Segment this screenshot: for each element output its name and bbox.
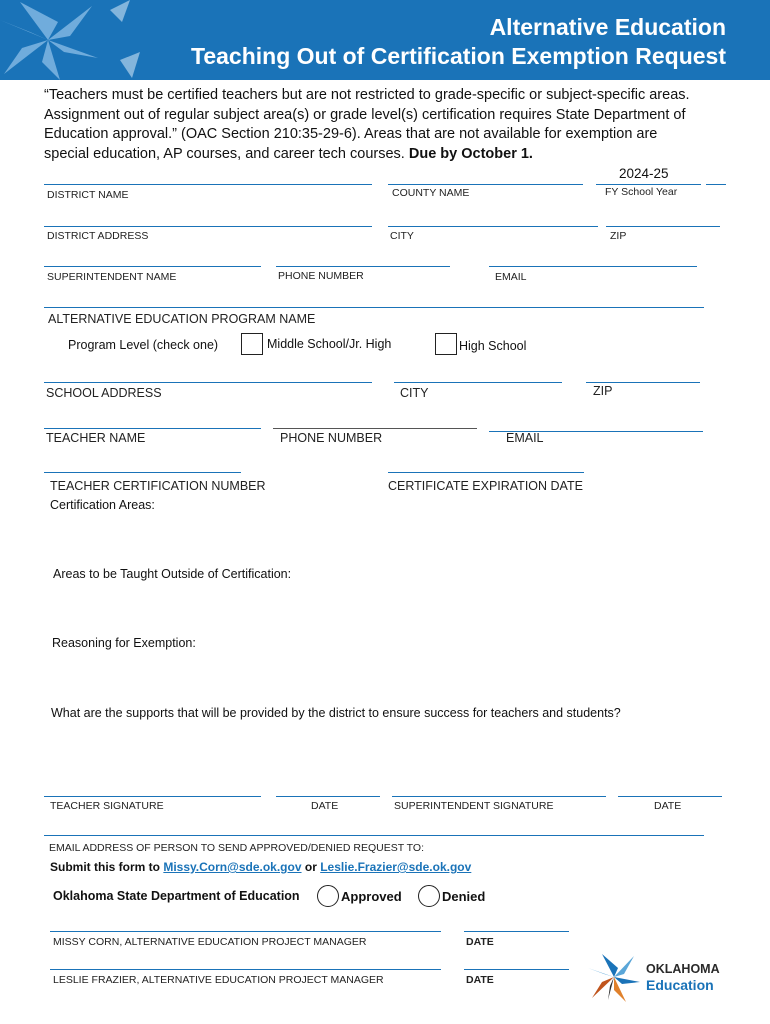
manager2-signature-field[interactable] xyxy=(50,969,441,970)
cert-expiration-label: CERTIFICATE EXPIRATION DATE xyxy=(388,479,583,493)
notify-email-field[interactable] xyxy=(44,835,704,836)
superintendent-phone-field[interactable] xyxy=(276,266,450,267)
superintendent-name-label: SUPERINTENDENT NAME xyxy=(47,271,177,283)
manager2-date-label: DATE xyxy=(466,974,494,986)
teacher-name-label: TEACHER NAME xyxy=(46,431,146,445)
email-link-leslie[interactable]: Leslie.Frazier@sde.ok.gov xyxy=(320,860,472,874)
superintendent-name-field[interactable] xyxy=(44,266,261,267)
district-address-field[interactable] xyxy=(44,226,372,227)
submit-or: or xyxy=(304,860,317,874)
areas-outside-label: Areas to be Taught Outside of Certification: xyxy=(53,567,292,581)
high-school-label: High School xyxy=(459,339,527,353)
logo-text-education: Education xyxy=(646,977,714,993)
district-city-field[interactable] xyxy=(388,226,598,227)
district-city-label: CITY xyxy=(390,230,414,242)
district-address-label: DISTRICT ADDRESS xyxy=(47,230,149,242)
notify-email-label: EMAIL ADDRESS OF PERSON TO SEND APPROVED/DENIED REQUEST TO: xyxy=(49,842,424,854)
middle-school-label: Middle School/Jr. High xyxy=(267,337,392,351)
school-address-field[interactable] xyxy=(44,382,372,383)
school-year-field-tail xyxy=(706,184,726,185)
due-date: Due by October 1. xyxy=(408,145,533,162)
intro-paragraph xyxy=(44,86,704,164)
approved-label: Approved xyxy=(341,889,402,904)
school-city-field[interactable] xyxy=(394,382,562,383)
intro-text: “Teachers must be certified teachers but are not restricted to grade-specific or subject-specific areas. Assignment out of regular subject area(s) or grade level(s) certification requires State Department of Education approval.” (OAC Section 210:35-29-6). Areas that are not available for exemption are special education, AP courses, and career tech courses. xyxy=(44,87,690,162)
manager2-date-field[interactable] xyxy=(464,969,569,970)
school-city-label: CITY xyxy=(400,386,429,400)
cert-number-label: TEACHER CERTIFICATION NUMBER xyxy=(50,479,266,493)
teacher-phone-field[interactable] xyxy=(273,428,477,429)
superintendent-email-field[interactable] xyxy=(489,266,697,267)
logo-text-oklahoma: OKLAHOMA xyxy=(646,962,720,976)
teacher-signature-field[interactable] xyxy=(44,796,261,797)
school-address-label: SCHOOL ADDRESS xyxy=(46,386,162,400)
reasoning-label: Reasoning for Exemption: xyxy=(52,636,196,650)
school-zip-field[interactable] xyxy=(586,382,700,383)
superintendent-signature-label: SUPERINTENDENT SIGNATURE xyxy=(394,800,554,812)
email-link-missy[interactable]: Missy.Corn@sde.ok.gov xyxy=(163,860,302,874)
sde-label: Oklahoma State Department of Education xyxy=(53,889,300,903)
teacher-signature-date-field[interactable] xyxy=(276,796,380,797)
school-year-field[interactable] xyxy=(596,184,701,185)
certification-areas-label: Certification Areas: xyxy=(50,498,155,512)
supports-label: What are the supports that will be provided by the district to ensure success for teachers and students? xyxy=(51,706,621,720)
title-line-2: Teaching Out of Certification Exemption Request xyxy=(190,43,726,69)
teacher-phone-label: PHONE NUMBER xyxy=(280,431,383,445)
header-banner xyxy=(0,0,770,80)
date-label-2: DATE xyxy=(654,800,682,812)
superintendent-phone-label: PHONE NUMBER xyxy=(278,270,364,282)
denied-label: Denied xyxy=(442,889,486,904)
superintendent-signature-field[interactable] xyxy=(392,796,606,797)
oklahoma-star-icon xyxy=(588,950,642,1004)
district-name-field[interactable] xyxy=(44,184,372,185)
manager1-date-field[interactable] xyxy=(464,931,569,932)
school-zip-label: ZIP xyxy=(593,384,613,398)
title-line-1: Alternative Education xyxy=(489,14,726,40)
superintendent-signature-date-field[interactable] xyxy=(618,796,722,797)
county-name-field[interactable] xyxy=(388,184,583,185)
county-name-label: COUNTY NAME xyxy=(392,187,470,199)
date-label-1: DATE xyxy=(311,800,339,812)
superintendent-email-label: EMAIL xyxy=(495,271,527,283)
manager1-date-label: DATE xyxy=(466,936,494,948)
submit-instructions xyxy=(50,860,471,874)
manager1-signature-field[interactable] xyxy=(50,931,441,932)
manager2-label: LESLIE FRAZIER, ALTERNATIVE EDUCATION PROJECT MANAGER xyxy=(53,974,384,986)
school-year-label: FY School Year xyxy=(605,186,678,198)
district-name-label: DISTRICT NAME xyxy=(47,189,129,201)
teacher-name-field[interactable] xyxy=(44,428,261,429)
district-zip-label: ZIP xyxy=(610,230,627,242)
school-year-value: 2024-25 xyxy=(619,166,669,181)
teacher-signature-label: TEACHER SIGNATURE xyxy=(50,800,164,812)
submit-prefix: Submit this form to xyxy=(50,860,160,874)
cert-number-field[interactable] xyxy=(44,472,241,473)
high-school-checkbox[interactable] xyxy=(435,333,457,355)
program-name-field[interactable] xyxy=(44,307,704,308)
cert-expiration-field[interactable] xyxy=(388,472,584,473)
district-zip-field[interactable] xyxy=(606,226,720,227)
middle-school-checkbox[interactable] xyxy=(241,333,263,355)
program-level-label: Program Level (check one) xyxy=(68,338,219,352)
manager1-label: MISSY CORN, ALTERNATIVE EDUCATION PROJECT MANAGER xyxy=(53,936,367,948)
program-name-label: ALTERNATIVE EDUCATION PROGRAM NAME xyxy=(48,312,316,326)
approved-radio[interactable] xyxy=(317,885,339,907)
teacher-email-label: EMAIL xyxy=(506,431,544,445)
denied-radio[interactable] xyxy=(418,885,440,907)
oklahoma-star-icon xyxy=(0,0,140,80)
